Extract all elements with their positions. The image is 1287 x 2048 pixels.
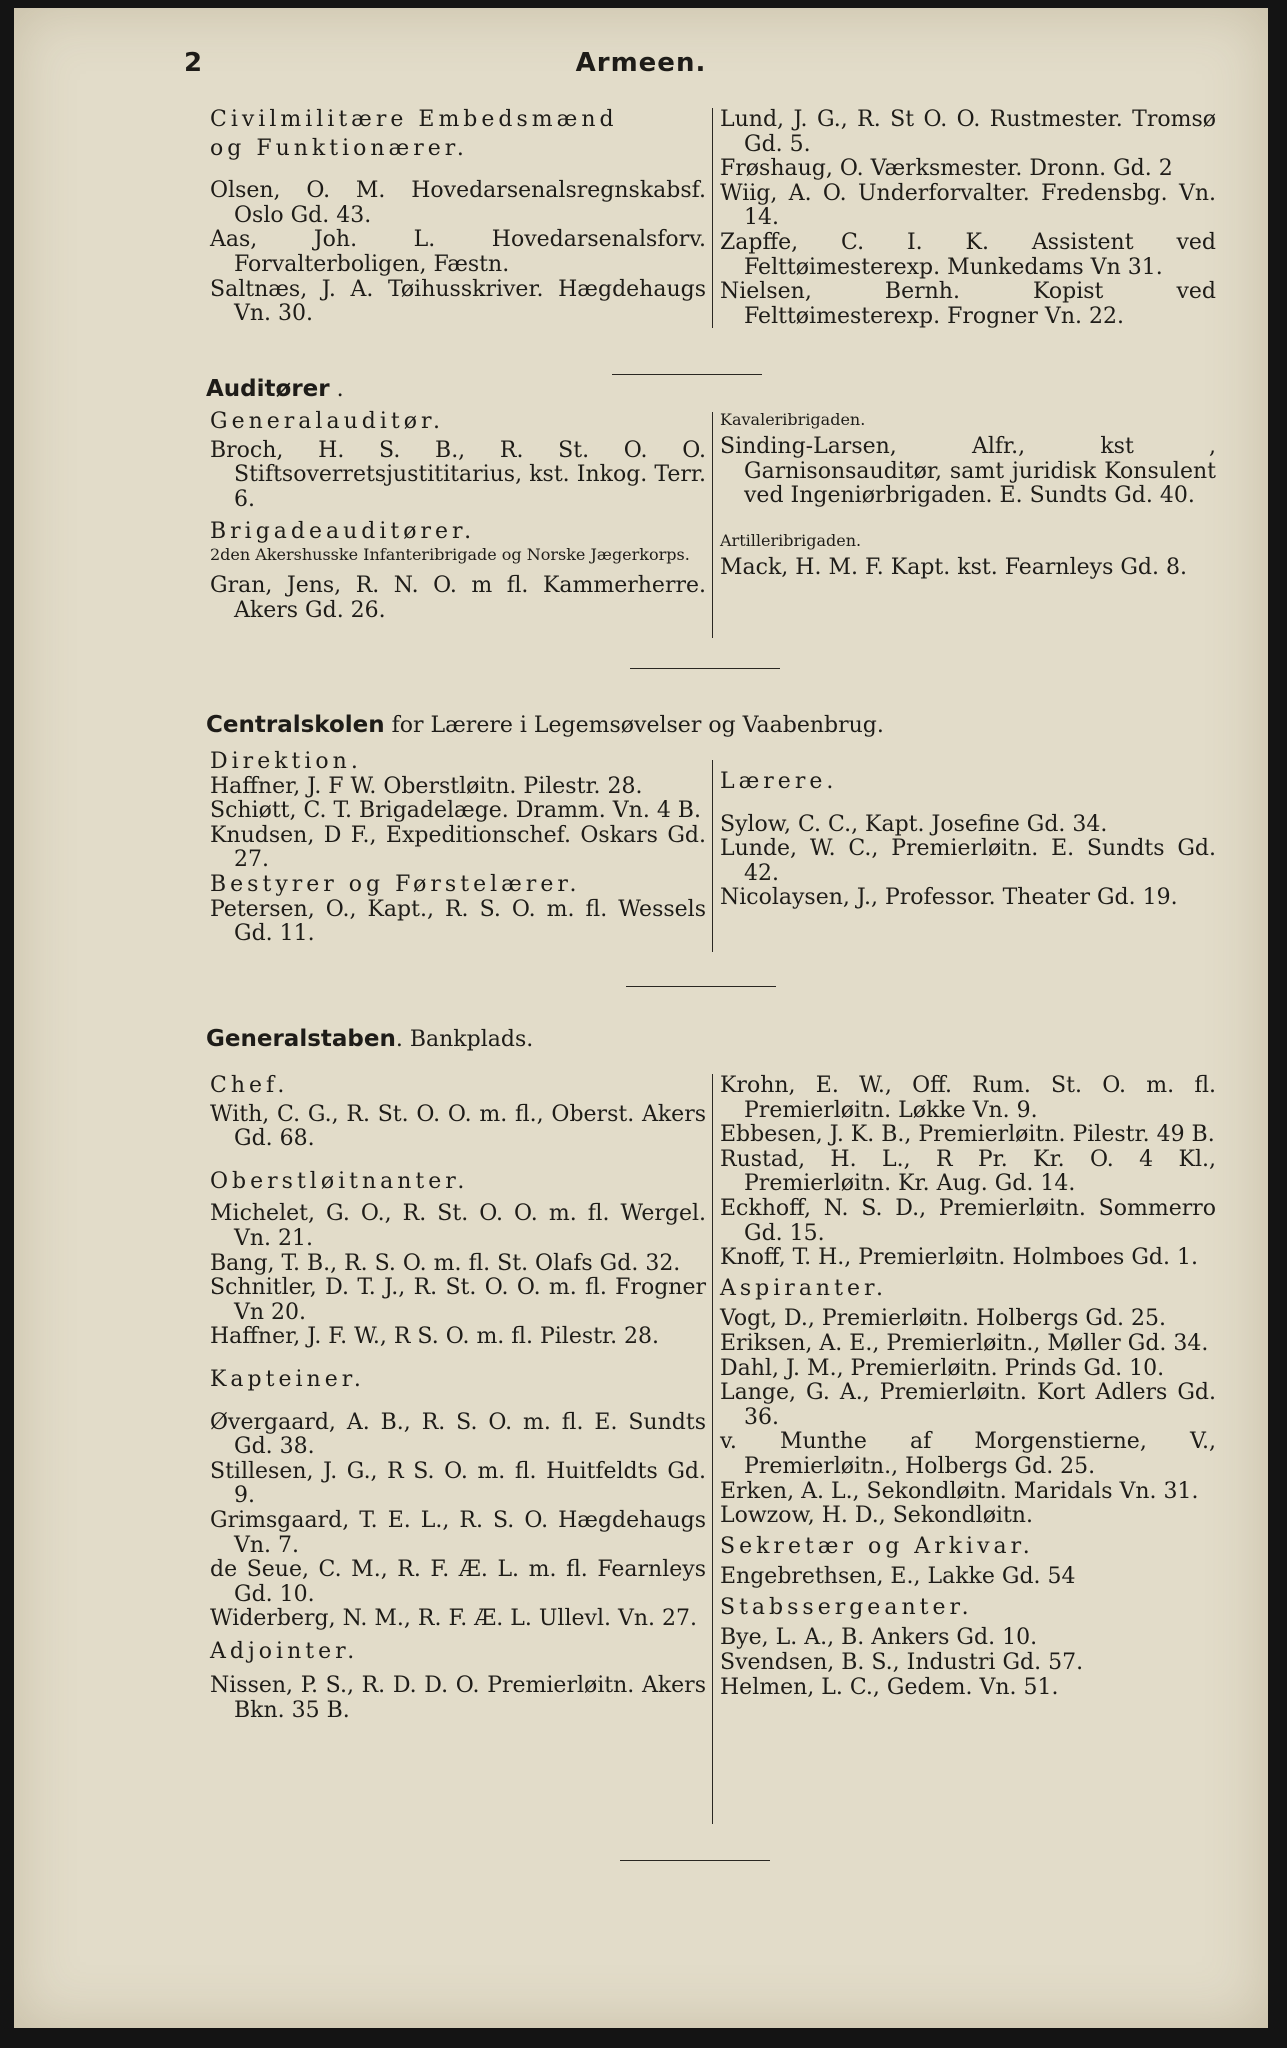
chef-title: Chef. xyxy=(210,1073,289,1098)
sekr-title: Sekretær og Arkivar. xyxy=(720,1533,1034,1559)
list-item: Lunde, W. C., Premierløitn. E. Sundts Gd. 42. xyxy=(720,836,1216,886)
auditorer-right-column xyxy=(720,410,1216,580)
list-item: Michelet, G. O., R. St. O. O. m. fl. Wergel. Vn. 21. xyxy=(210,1201,706,1251)
list-item: Knoff, T. H., Premierløitn. Holmboes Gd. 1. xyxy=(720,1245,1198,1271)
list-item: Helmen, L. C., Gedem. Vn. 51. xyxy=(720,1674,1059,1700)
list-item: Wiig, A. O. Underforvalter. Fredensbg. Vn. 14. xyxy=(720,180,1216,231)
list-item: Eriksen, A. E., Premierløitn., Møller Gd. 34. xyxy=(720,1330,1209,1356)
bestyrer-title: Bestyrer og Førstelærer. xyxy=(210,871,581,897)
adj-title: Adjointer. xyxy=(210,1638,359,1664)
list-item: Mack, H. M. F. Kapt. kst. Fearnleys Gd. 8. xyxy=(720,554,1187,580)
list-item: Nielsen, Bernh. Kopist ved Felttøimesterexp. Frogner Vn. 22. xyxy=(720,279,1216,329)
section-divider xyxy=(626,986,776,987)
list-item: Sinding-Larsen, Alfr., kst , Garnisonsauditør, samt juridisk Konsulent ved Ingeniørbrigaden. E. Sundts Gd. 40. xyxy=(720,434,1216,509)
artilleri-title: Artilleribrigaden. xyxy=(720,530,862,550)
list-item: Haffner, J. F W. Oberstløitn. Pilestr. 28. xyxy=(210,773,643,799)
centralskolen-left-column xyxy=(210,750,706,947)
list-item: Olsen, O. M. Hovedarsenalsregnskabsf. Oslo Gd. 43. xyxy=(210,178,706,228)
section-heading: Generalstaben. Bankplads. xyxy=(206,1026,534,1052)
centralskolen-heading: Centralskolen xyxy=(206,712,385,738)
general-auditor-title: Generalauditør. xyxy=(210,409,445,434)
list-item: Bang, T. B., R. S. O. m. fl. St. Olafs Gd. 32. xyxy=(210,1250,681,1276)
oberstl-title: Oberstløitnanter. xyxy=(210,1168,469,1194)
section-heading xyxy=(206,712,884,738)
civil-title-2: og Funktionærer. xyxy=(210,135,468,161)
kavaleri-title: Kavaleribrigaden. xyxy=(720,410,866,429)
auditorer-heading: Auditører xyxy=(206,376,330,402)
auditorer-left-column xyxy=(210,410,706,623)
list-item: Schnitler, D. T. J., R. St. O. O. m. fl. Frogner Vn 20. xyxy=(210,1275,706,1325)
list-item: Erken, A. L., Sekondløitn. Maridals Vn. 31. xyxy=(720,1478,1199,1504)
generalstaben-heading: Generalstaben xyxy=(206,1026,396,1052)
list-item: Rustad, H. L., R Pr. Kr. O. 4 Kl., Premierløitn. Kr. Aug. Gd. 14. xyxy=(720,1146,1216,1197)
section-divider xyxy=(620,1860,770,1861)
list-item: Engebrethsen, E., Lakke Gd. 54 xyxy=(720,1564,1076,1590)
civil-title-1: Civilmilitære Embedsmænd xyxy=(210,107,618,132)
asp-title: Aspiranter. xyxy=(720,1275,888,1301)
list-item: Vogt, D., Premierløitn. Holbergs Gd. 25. xyxy=(720,1306,1167,1332)
list-item: Nissen, P. S., R. D. D. O. Premierløitn. Akers Bkn. 35 B. xyxy=(210,1673,706,1724)
running-title: Armeen. xyxy=(575,48,707,78)
column-divider xyxy=(712,760,713,952)
list-item: Lowzow, H. D., Sekondløitn. xyxy=(720,1503,1033,1529)
list-item: Dahl, J. M., Premierløitn. Prinds Gd. 10. xyxy=(720,1355,1165,1381)
generalstaben-right-column xyxy=(720,1074,1216,1700)
list-item: Grimsgaard, T. E. L., R. S. O. Hægdehaugs Vn. 7. xyxy=(210,1507,706,1558)
generalstaben-left-column xyxy=(210,1074,706,1724)
generalstaben-subheading: Bankplads. xyxy=(409,1027,534,1052)
brigade-note: 2den Akershusske Infanteribrigade og Norske Jægerkorps. xyxy=(210,544,690,564)
list-item: Øvergaard, A. B., R. S. O. m. fl. E. Sundts Gd. 38. xyxy=(210,1409,706,1460)
brigade-auditor-title: Brigadeauditører. xyxy=(210,519,476,545)
column-divider xyxy=(712,1074,713,1824)
civil-right-column xyxy=(720,108,1216,329)
list-item: Stillesen, J. G., R S. O. m. fl. Huitfeldts Gd. 9. xyxy=(210,1458,706,1509)
list-item: Bye, L. A., B. Ankers Gd. 10. xyxy=(720,1625,1038,1651)
list-item: Saltnæs, J. A. Tøihusskriver. Hægdehaugs Vn. 30. xyxy=(210,276,706,327)
direktion-title: Direktion. xyxy=(210,749,362,774)
list-item: de Seue, C. M., R. F. Æ. L. m. fl. Fearnleys Gd. 10. xyxy=(210,1557,706,1607)
list-item: Ebbesen, J. K. B., Premierløitn. Pilestr. 49 B. xyxy=(720,1122,1215,1148)
section-divider xyxy=(612,374,762,375)
centralskolen-subheading: for Lærere i Legemsøvelser og Vaabenbrug. xyxy=(391,713,884,738)
list-item: Widerberg, N. M., R. F. Æ. L. Ullevl. Vn. 27. xyxy=(210,1606,697,1632)
list-item: Zapffe, C. I. K. Assistent ved Felttøimesterexp. Munkedams Vn 31. xyxy=(720,229,1216,280)
column-divider xyxy=(712,412,713,638)
list-item: Schiøtt, C. T. Brigadelæge. Dramm. Vn. 4 B. xyxy=(210,798,701,824)
stabs-title: Stabssergeanter. xyxy=(720,1594,973,1620)
column-divider xyxy=(712,108,713,328)
document-page xyxy=(14,8,1268,2028)
list-item: Lund, J. G., R. St O. O. Rustmester. Tromsø Gd. 5. xyxy=(720,107,1216,157)
list-item: Gran, Jens, R. N. O. m fl. Kammerherre. Akers Gd. 26. xyxy=(210,572,706,623)
page-number: 2 xyxy=(184,48,203,78)
list-item: v. Munthe af Morgenstierne, V., Premierløitn., Holbergs Gd. 25. xyxy=(720,1429,1216,1479)
list-item: Frøshaug, O. Værksmester. Dronn. Gd. 2 xyxy=(720,156,1173,182)
list-item: Lange, G. A., Premierløitn. Kort Adlers Gd. 36. xyxy=(720,1380,1216,1430)
list-item: Svendsen, B. S., Industri Gd. 57. xyxy=(720,1650,1084,1676)
list-item: Petersen, O., Kapt., R. S. O. m. fl. Wessels Gd. 11. xyxy=(210,896,706,947)
list-item: With, C. G., R. St. O. O. m. fl., Oberst. Akers Gd. 68. xyxy=(210,1101,706,1152)
laerere-title: Lærere. xyxy=(720,769,838,794)
list-item: Broch, H. S. B., R. St. O. O. Stiftsoverretsjustititarius, kst. Inkog. Terr. 6. xyxy=(210,437,706,512)
list-item: Krohn, E. W., Off. Rum. St. O. m. fl. Premierløitn. Løkke Vn. 9. xyxy=(720,1073,1216,1123)
centralskolen-right-column xyxy=(720,770,1216,911)
list-item: Aas, Joh. L. Hovedarsenalsforv. Forvalterboligen, Fæstn. xyxy=(210,227,706,277)
kapt-title: Kapteiner. xyxy=(210,1366,365,1392)
list-item: Knudsen, D F., Expeditionschef. Oskars Gd. 27. xyxy=(210,822,706,873)
list-item: Eckhoff, N. S. D., Premierløitn. Sommerro Gd. 15. xyxy=(720,1195,1216,1246)
list-item: Nicolaysen, J., Professor. Theater Gd. 19. xyxy=(720,885,1178,911)
list-item: Sylow, C. C., Kapt. Josefine Gd. 34. xyxy=(720,811,1108,837)
list-item: Haffner, J. F. W., R S. O. m. fl. Pilestr. 28. xyxy=(210,1324,660,1350)
civil-left-column xyxy=(210,108,706,327)
section-divider xyxy=(630,668,780,669)
section-heading: Auditører . xyxy=(206,376,344,402)
